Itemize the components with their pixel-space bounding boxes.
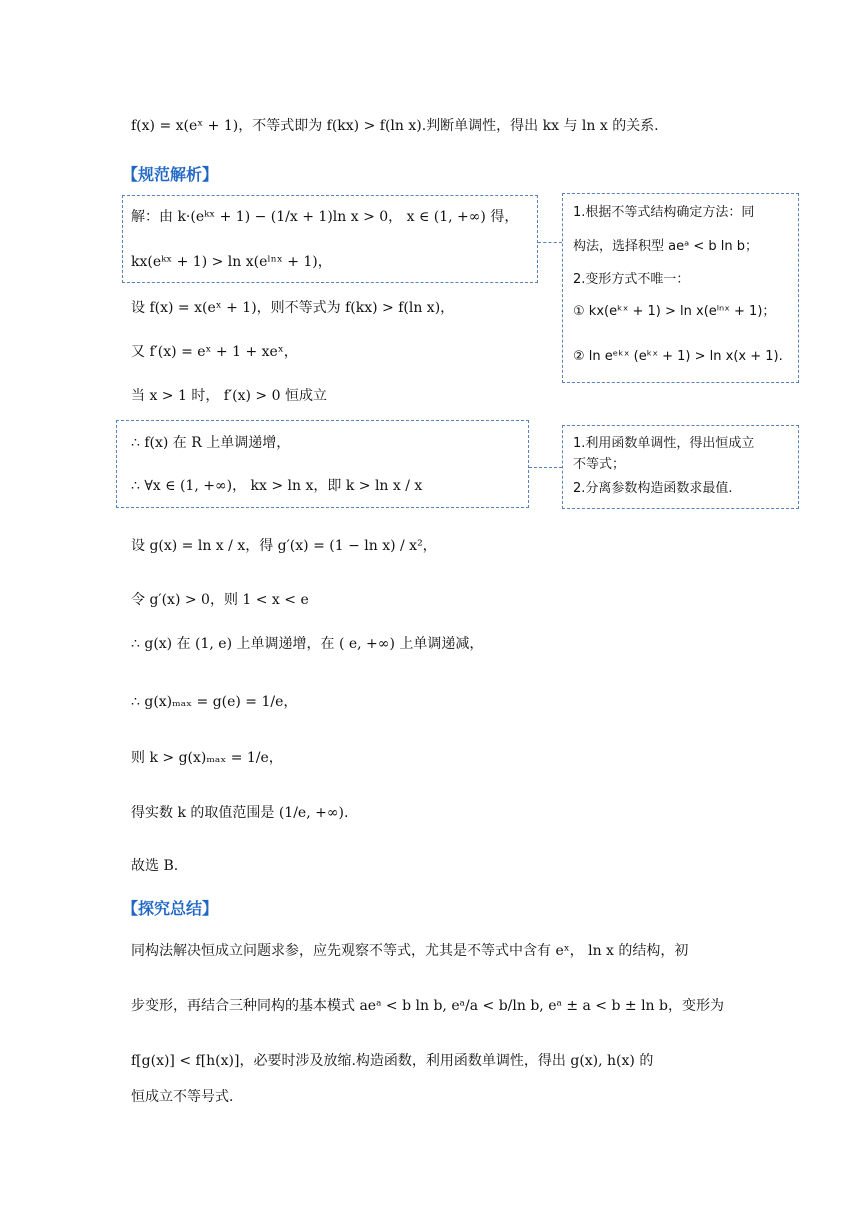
summary-line-3: f[g(x)] < f[h(x)]，必要时涉及放缩.构造函数，利用函数单调性，得出 g(x), h(x) 的 bbox=[131, 1053, 654, 1069]
g-monotonic-line: ∴ g(x) 在 (1, e) 上单调递增，在 ( e, +∞) 上单调递减， bbox=[131, 636, 484, 652]
answer-line: 故选 B. bbox=[131, 858, 179, 874]
solve-line-2: kx(eᵏˣ + 1) > ln x(eˡⁿˣ + 1)， bbox=[131, 254, 332, 270]
note2-line-3: 2.分离参数构造函数求最值. bbox=[573, 481, 733, 496]
note1-line-4: ① kx(eᵏˣ + 1) > ln x(eˡⁿˣ + 1)； bbox=[573, 304, 776, 319]
g-max-line: ∴ g(x)ₘₐₓ = g(e) = 1/e， bbox=[131, 694, 298, 710]
connector-1 bbox=[538, 242, 562, 243]
range-line: 得实数 k 的取值范围是 (1/e, +∞). bbox=[131, 805, 349, 821]
note-box-2 bbox=[562, 425, 799, 509]
note1-line-1: 1.根据不等式结构确定方法：同 bbox=[573, 205, 755, 220]
forall-line: ∴ ∀x ∈ (1, +∞)， kx > ln x，即 k > ln x / x bbox=[131, 478, 423, 494]
set-g-line: 设 g(x) = ln x / x，得 g′(x) = (1 − ln x) / x²， bbox=[131, 538, 437, 554]
note1-line-3: 2.变形方式不唯一： bbox=[573, 272, 690, 287]
summary-line-2: 步变形，再结合三种同构的基本模式 aeᵃ < b ln b, eᵃ/a < b/ln b, eᵃ ± a < b ± ln b，变形为 bbox=[131, 998, 724, 1014]
summary-line-1: 同构法解决恒成立问题求参，应先观察不等式，尤其是不等式中含有 eˣ， ln x 的结构，初 bbox=[131, 943, 689, 959]
note1-line-5: ② ln eᵉᵏˣ (eᵏˣ + 1) > ln x(x + 1). bbox=[573, 349, 783, 364]
note2-line-2: 不等式； bbox=[573, 457, 626, 472]
positive-line: 当 x > 1 时， f′(x) > 0 恒成立 bbox=[131, 388, 327, 404]
note2-line-1: 1.利用函数单调性，得出恒成立 bbox=[573, 436, 755, 451]
summary-line-4: 恒成立不等号式. bbox=[131, 1089, 234, 1105]
connector-2 bbox=[529, 467, 562, 468]
let-g-line: 令 g′(x) > 0，则 1 < x < e bbox=[131, 592, 309, 608]
k-greater-line: 则 k > g(x)ₘₐₓ = 1/e， bbox=[131, 750, 283, 766]
intro-line: f(x) = x(eˣ + 1)，不等式即为 f(kx) > f(ln x).判断单调性，得出 kx 与 ln x 的关系. bbox=[131, 118, 659, 134]
note1-line-2: 构法，选择积型 aeᵃ < b ln b； bbox=[573, 239, 758, 254]
heading-analysis: 【规范解析】 bbox=[122, 165, 219, 184]
monotonic-box bbox=[116, 420, 529, 508]
solution-start-box bbox=[122, 195, 538, 283]
heading-summary: 【探究总结】 bbox=[122, 899, 219, 918]
set-f-line: 设 f(x) = x(eˣ + 1)，则不等式为 f(kx) > f(ln x)， bbox=[131, 300, 455, 316]
derivative-line: 又 f′(x) = eˣ + 1 + xeˣ， bbox=[131, 344, 298, 360]
note-box-1 bbox=[562, 193, 799, 383]
monotonic-line: ∴ f(x) 在 R 上单调递增， bbox=[131, 435, 291, 451]
solve-line-1: 解：由 k·(eᵏˣ + 1) − (1/x + 1)ln x > 0， x ∈ (1, +∞) 得， bbox=[131, 209, 519, 225]
